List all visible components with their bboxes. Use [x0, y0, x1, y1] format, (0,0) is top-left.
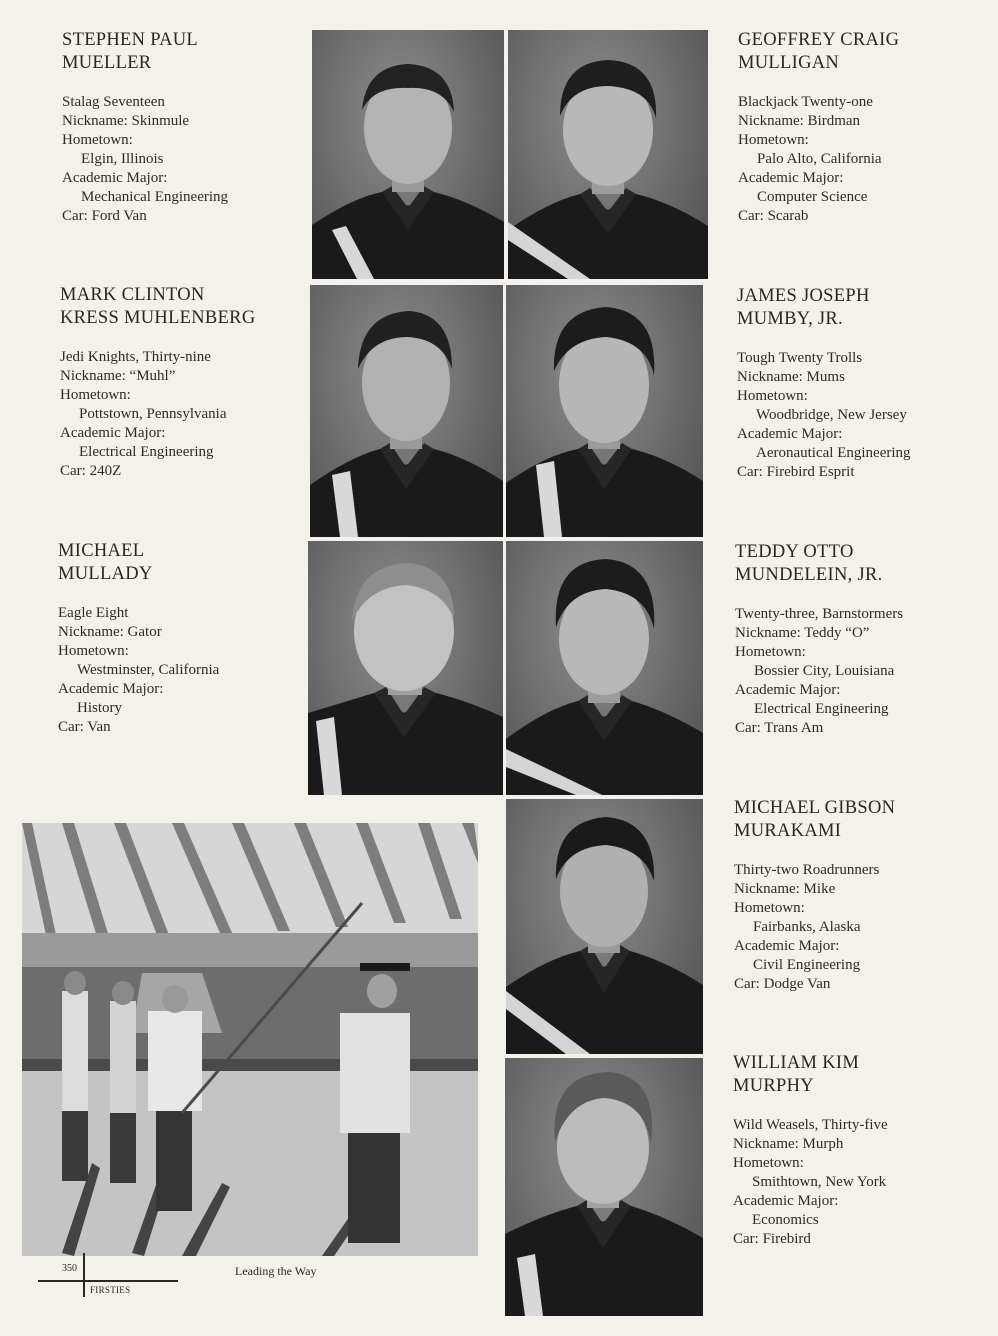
- major-label: Academic Major:: [62, 170, 168, 186]
- hometown-label: Hometown:: [62, 132, 133, 148]
- cadet-major: Civil Engineering: [753, 957, 861, 973]
- section-label: FIRSTIES: [90, 1285, 131, 1295]
- cadet-bio-mulligan: [738, 29, 988, 226]
- cadet-hometown: Palo Alto, California: [757, 151, 882, 167]
- cadet-squadron: Twenty-three, Barnstormers: [735, 606, 904, 622]
- folio-vertical-rule: [83, 1253, 85, 1297]
- cadet-nickname: Nickname: Murph: [733, 1136, 844, 1152]
- cadet-squadron: Wild Weasels, Thirty-five: [733, 1117, 888, 1133]
- cadet-major: Mechanical Engineering: [81, 189, 229, 205]
- major-label: Academic Major:: [735, 682, 841, 698]
- portrait-mundelein: [506, 541, 703, 795]
- folio-horizontal-rule: [38, 1280, 178, 1282]
- cadet-squadron: Blackjack Twenty-one: [738, 94, 873, 110]
- cadet-major: Aeronautical Engineering: [756, 445, 911, 461]
- cadet-hometown: Bossier City, Louisiana: [754, 663, 895, 679]
- cadet-major: Electrical Engineering: [79, 444, 214, 460]
- hometown-label: Hometown:: [735, 644, 806, 660]
- cadet-major: Economics: [752, 1212, 819, 1228]
- major-label: Academic Major:: [737, 426, 843, 442]
- cadet-bio-mullady: [58, 540, 308, 737]
- cadet-nickname: Nickname: Teddy “O”: [735, 625, 870, 641]
- cadet-hometown: Woodbridge, New Jersey: [756, 407, 907, 423]
- cadet-nickname: Nickname: Birdman: [738, 113, 861, 129]
- portrait-mueller: [312, 30, 504, 279]
- cadet-car: Car: Scarab: [738, 208, 809, 224]
- parade-photo: [22, 823, 478, 1256]
- cadet-squadron: Tough Twenty Trolls: [737, 350, 863, 366]
- cadet-name: MARK CLINTON KRESS MUHLENBERG: [60, 285, 256, 328]
- cadet-name: WILLIAM KIM MURPHY: [733, 1053, 860, 1096]
- cadet-car: Car: Firebird Esprit: [737, 464, 855, 480]
- cadet-squadron: Jedi Knights, Thirty-nine: [60, 349, 211, 365]
- cadet-major: Electrical Engineering: [754, 701, 889, 717]
- portrait-mulligan: [508, 30, 708, 279]
- cadet-name: GEOFFREY CRAIG MULLIGAN: [738, 30, 900, 73]
- portrait-murakami: [506, 799, 703, 1054]
- portrait-muhlenberg: [310, 285, 503, 537]
- major-label: Academic Major:: [58, 681, 164, 697]
- portrait-murphy: [505, 1058, 703, 1316]
- cadet-bio-mundelein: [735, 541, 995, 738]
- major-label: Academic Major:: [734, 938, 840, 954]
- portrait-mullady: [308, 541, 503, 795]
- cadet-nickname: Nickname: Mike: [734, 881, 836, 897]
- cadet-car: Car: Dodge Van: [734, 976, 831, 992]
- photo-caption: Leading the Way: [235, 1264, 317, 1278]
- hometown-label: Hometown:: [58, 643, 129, 659]
- cadet-name: STEPHEN PAUL MUELLER: [62, 30, 199, 73]
- cadet-name: MICHAEL MULLADY: [58, 541, 153, 584]
- cadet-bio-murphy: [733, 1052, 983, 1249]
- cadet-nickname: Nickname: Gator: [58, 624, 162, 640]
- hometown-label: Hometown:: [60, 387, 131, 403]
- cadet-bio-mumby: [737, 285, 987, 482]
- cadet-car: Car: 240Z: [60, 463, 122, 479]
- cadet-nickname: Nickname: Mums: [737, 369, 845, 385]
- cadet-major: Computer Science: [757, 189, 868, 205]
- cadet-hometown: Smithtown, New York: [752, 1174, 887, 1190]
- hometown-label: Hometown:: [738, 132, 809, 148]
- cadet-car: Car: Van: [58, 719, 111, 735]
- hometown-label: Hometown:: [733, 1155, 804, 1171]
- page-number: 350: [62, 1263, 77, 1274]
- cadet-car: Car: Firebird: [733, 1231, 811, 1247]
- portrait-mumby: [506, 285, 703, 537]
- major-label: Academic Major:: [733, 1193, 839, 1209]
- cadet-bio-muhlenberg: [60, 284, 310, 481]
- cadet-squadron: Eagle Eight: [58, 605, 129, 621]
- cadet-hometown: Elgin, Illinois: [81, 151, 164, 167]
- cadet-name: MICHAEL GIBSON MURAKAMI: [734, 798, 896, 841]
- cadet-squadron: Thirty-two Roadrunners: [734, 862, 880, 878]
- cadet-hometown: Pottstown, Pennsylvania: [79, 406, 227, 422]
- major-label: Academic Major:: [738, 170, 844, 186]
- major-label: Academic Major:: [60, 425, 166, 441]
- hometown-label: Hometown:: [734, 900, 805, 916]
- hometown-label: Hometown:: [737, 388, 808, 404]
- cadet-car: Car: Ford Van: [62, 208, 147, 224]
- cadet-hometown: Fairbanks, Alaska: [753, 919, 861, 935]
- cadet-nickname: Nickname: “Muhl”: [60, 368, 176, 384]
- cadet-car: Car: Trans Am: [735, 720, 824, 736]
- cadet-major: History: [77, 700, 122, 716]
- cadet-name: JAMES JOSEPH MUMBY, JR.: [737, 286, 870, 329]
- cadet-squadron: Stalag Seventeen: [62, 94, 165, 110]
- cadet-nickname: Nickname: Skinmule: [62, 113, 190, 129]
- cadet-bio-mueller: [62, 29, 312, 226]
- cadet-name: TEDDY OTTO MUNDELEIN, JR.: [735, 542, 883, 585]
- cadet-bio-murakami: [734, 797, 984, 994]
- cadet-hometown: Westminster, California: [77, 662, 220, 678]
